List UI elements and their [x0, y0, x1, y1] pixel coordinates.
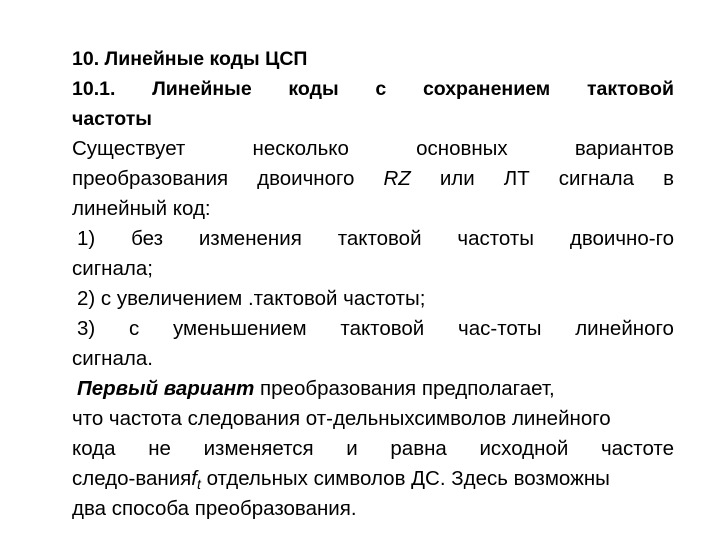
line-text: два способа преобразования. [72, 497, 357, 520]
word: час-тоты [458, 317, 542, 340]
word: двоичного [257, 167, 355, 190]
word: кода [72, 437, 116, 460]
frequency-symbol: f [191, 467, 197, 490]
word: с [129, 317, 140, 340]
line-text: следо-вания [72, 467, 192, 490]
word: основных [416, 137, 508, 160]
section-heading [72, 44, 674, 74]
word: 1) [77, 227, 96, 250]
paragraph-line [72, 464, 674, 494]
heading-continuation: частоты [72, 108, 152, 130]
paragraph-line [72, 194, 674, 224]
line-text: сигнала. [72, 347, 153, 370]
heading-word: Линейные [152, 78, 252, 100]
word: без [131, 227, 163, 250]
word: несколько [252, 137, 349, 160]
word: исходной [479, 437, 569, 460]
heading-word: с [375, 78, 387, 100]
word: 3) [77, 317, 96, 340]
line-text: 2) с увеличением .тактовой частоты; [77, 287, 426, 310]
word: тактовой [340, 317, 425, 340]
word: сигнала [558, 167, 635, 190]
list-item-3 [72, 314, 674, 344]
word-rz: RZ [383, 167, 411, 190]
word: изменения [198, 227, 302, 250]
word: не [148, 437, 171, 460]
word: равна [390, 437, 447, 460]
line-text: что частота следования от-дельныхсимволов линейного [72, 407, 611, 430]
emphasis-text: Первый вариант [77, 377, 255, 400]
frequency-subscript: t [197, 476, 201, 492]
paragraph-line [72, 374, 674, 404]
list-item-1 [72, 224, 674, 254]
paragraph-line [72, 434, 674, 464]
word: преобразования [72, 167, 229, 190]
heading-word: тактовой [586, 78, 674, 100]
word: вариантов [574, 137, 674, 160]
word: Существует [72, 137, 186, 160]
word: двоично-го [569, 227, 674, 250]
paragraph-line [72, 134, 674, 164]
subsection-heading-continued [72, 104, 674, 134]
word: изменяется [203, 437, 314, 460]
line-text: преобразования предполагает, [254, 377, 555, 400]
word: уменьшением [173, 317, 307, 340]
word: частоты [457, 227, 534, 250]
subsection-heading [72, 74, 674, 104]
word: и [346, 437, 358, 460]
word: или [439, 167, 475, 190]
section-heading-text: 10. Линейные коды ЦСП [72, 48, 308, 70]
paragraph-line [72, 404, 674, 434]
word: в [663, 167, 674, 190]
list-item-2 [72, 284, 674, 314]
slide-content [72, 44, 674, 524]
paragraph-line [72, 494, 674, 524]
list-item-3-continued [72, 344, 674, 374]
heading-word: сохранением [422, 78, 551, 100]
line-text: отдельных символов ДС. Здесь возможны [200, 467, 610, 490]
word: тактовой [337, 227, 422, 250]
word: частоте [600, 437, 674, 460]
list-item-1-continued [72, 254, 674, 284]
line-text: линейный код: [72, 197, 211, 220]
word: ЛТ [503, 167, 530, 190]
subsection-number: 10.1. [72, 78, 116, 100]
heading-word: коды [288, 78, 339, 100]
line-text: сигнала; [72, 257, 153, 280]
paragraph-line [72, 164, 674, 194]
word: линейного [575, 317, 674, 340]
